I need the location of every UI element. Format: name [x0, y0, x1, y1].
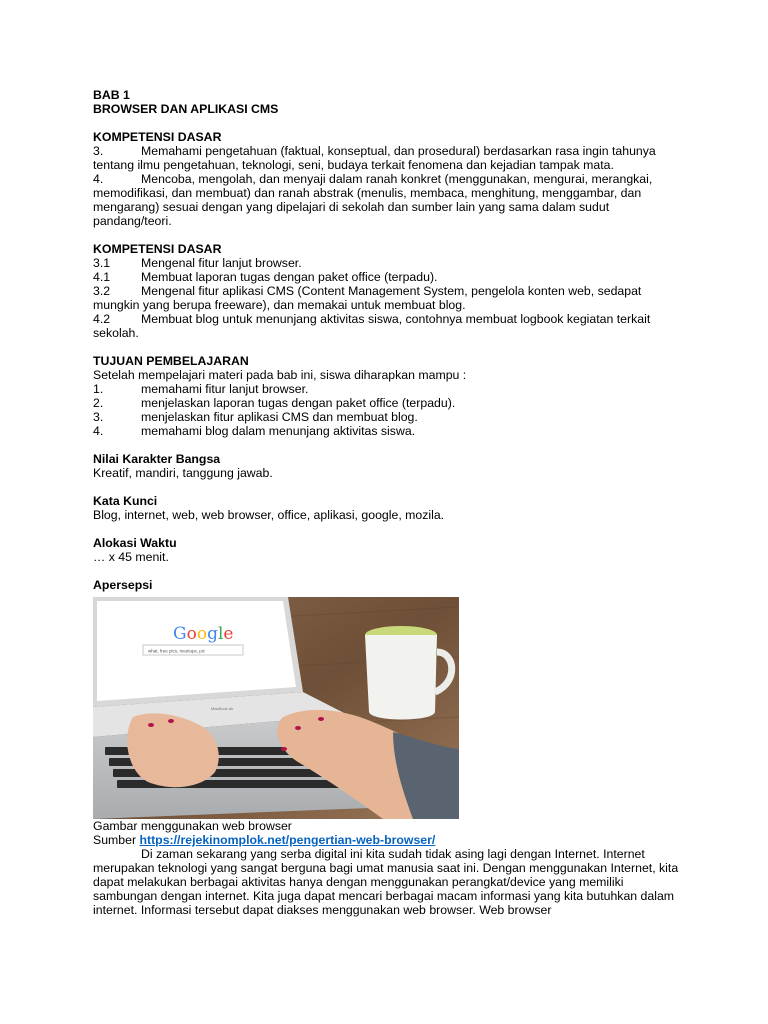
kd2-item-text: Membuat laporan tugas dengan paket office (terpadu).: [141, 270, 438, 284]
kd2-item-num: 3.1: [93, 256, 111, 270]
kd2-item-num: 4.1: [93, 270, 111, 284]
apersepsi-heading: Apersepsi: [93, 578, 153, 592]
chapter-title: BROWSER DAN APLIKASI CMS: [93, 102, 279, 116]
tujuan-item: [93, 410, 683, 424]
tujuan-item-text: memahami blog dalam menunjang aktivitas siswa.: [141, 424, 416, 438]
kd1-item-text: Mencoba, mengolah, dan menyaji dalam ranah konkret (menggunakan, mengurai, merangkai, memodifikasi, dan membuat) dan ranah abstrak (menulis, membaca, menghitung, menggambar, dan mengarang) sesuai dengan yang dipelajari di sekolah dan sumber lain yang sama dalam sudut pandang/teori.: [93, 172, 653, 228]
nilai-text: Kreatif, mandiri, tanggung jawab.: [93, 466, 273, 480]
kd1-item-num: 4.: [93, 172, 104, 186]
kata-kunci-text: Blog, internet, web, web browser, office, aplikasi, google, mozila.: [93, 508, 445, 522]
kd2-item: [93, 270, 683, 284]
image-caption: Gambar menggunakan web browser: [93, 819, 292, 833]
tujuan-item-text: menjelaskan laporan tugas dengan paket office (terpadu).: [141, 396, 456, 410]
kd2-heading: KOMPETENSI DASAR: [93, 242, 222, 256]
tujuan-heading: TUJUAN PEMBELAJARAN: [93, 354, 249, 368]
apersepsi-paragraph: Di zaman sekarang yang serba digital ini kita sudah tidak asing lagi dengan Internet. Internet merupakan teknologi yang sangat berguna bagi umat manusia saat ini. Dengan menggunakan Internet, kita dapat melakukan berbagai aktivitas hanya dengan menggunakan perangkat/device yang memiliki sambungan dengan internet. Kita juga dapat mencari berbagai macam informasi yang kita butuhkan dalam internet. Informasi tersebut dapat diakses menggunakan web browser. Web browser: [93, 847, 679, 917]
tujuan-intro: Setelah mempelajari materi pada bab ini, siswa diharapkan mampu :: [93, 368, 467, 382]
source-label: Sumber: [93, 833, 137, 847]
kata-kunci-heading: Kata Kunci: [93, 494, 158, 508]
laptop-photo: [93, 597, 459, 819]
tujuan-item: [93, 396, 683, 410]
kd1-heading: KOMPETENSI DASAR: [93, 130, 222, 144]
kd2-item-text: Mengenal fitur aplikasi CMS (Content Management System, pengelola konten web, sedapat mungkin yang berupa freeware), dan memakai untuk membuat blog.: [93, 284, 642, 312]
tujuan-item: [93, 424, 683, 438]
kd1-item: [93, 172, 683, 228]
alokasi-text: … x 45 menit.: [93, 550, 169, 564]
alokasi-heading: Alokasi Waktu: [93, 536, 177, 550]
kd2-item: [93, 256, 683, 270]
kd2-item-num: 4.2: [93, 312, 111, 326]
search-box-text: what, free pics, meetups, pic: [148, 648, 206, 654]
laptop-brand-text: MacBook Air: [211, 706, 234, 711]
tujuan-item-num: 3.: [93, 410, 104, 424]
kd1-item: [93, 144, 683, 172]
source-link[interactable]: https://rejekinomplok.net/pengertian-web-browser/: [139, 833, 436, 847]
tujuan-item: [93, 382, 683, 396]
kd2-item: [93, 312, 683, 340]
kd2-item: [93, 284, 683, 312]
kd1-item-text: Memahami pengetahuan (faktual, konseptual, dan prosedural) berdasarkan rasa ingin tahunya tentang ilmu pengetahuan, teknologi, seni, budaya terkait fenomena dan kejadian tampak mata.: [93, 144, 656, 172]
kd2-item-text: Membuat blog untuk menunjang aktivitas siswa, contohnya membuat logbook kegiatan terkait sekolah.: [93, 312, 651, 340]
kd2-item-num: 3.2: [93, 284, 111, 298]
kd2-item-text: Mengenal fitur lanjut browser.: [141, 256, 302, 270]
tujuan-item-num: 4.: [93, 424, 104, 438]
document-page: [93, 88, 683, 917]
tujuan-item-num: 1.: [93, 382, 104, 396]
google-logo-text: Google: [173, 624, 234, 644]
kd1-item-num: 3.: [93, 144, 104, 158]
chapter-number: BAB 1: [93, 88, 130, 102]
tujuan-item-text: menjelaskan fitur aplikasi CMS dan membuat blog.: [141, 410, 418, 424]
laptop-illustration: [93, 597, 459, 819]
tujuan-item-num: 2.: [93, 396, 104, 410]
tujuan-item-text: memahami fitur lanjut browser.: [141, 382, 309, 396]
nilai-heading: Nilai Karakter Bangsa: [93, 452, 221, 466]
image-source: [93, 833, 683, 847]
